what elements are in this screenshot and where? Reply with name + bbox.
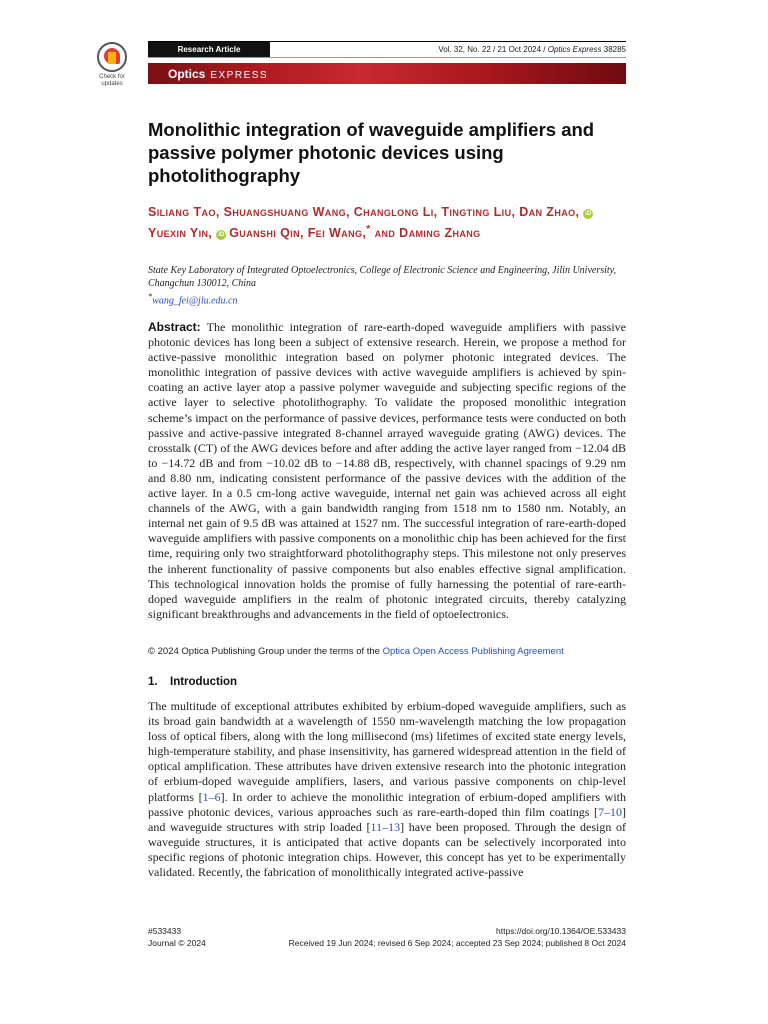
article-title: Monolithic integration of waveguide amplifiers and passive polymer photonic devices using photolithography <box>148 119 595 186</box>
intro-text-1: The multitude of exceptional attributes exhibited by erbium-doped waveguide amplifiers, such as its broad gain bandwidth at a wavelength of 1550 nm-wavelength matching the low propagation loss of optical fibers, along with the long millisecond (ms) lifetimes of excited state energy levels, high-temperature stability, and phase insensitivity, has garnered widespread attention in the field of optical amplification. These attributes have driven extensive research into the photonic integration of erbium-doped waveguide amplifiers, lasers, and various passive components on chip-level platforms [ <box>148 699 626 804</box>
citation-link[interactable]: 7–10 <box>598 804 622 819</box>
citation-link[interactable]: 11–13 <box>370 819 401 834</box>
footer-dates: Received 19 Jun 2024; revised 6 Sep 2024; accepted 23 Sep 2024; published 8 Oct 2024 <box>288 938 626 948</box>
optics-express-logo <box>168 63 268 86</box>
email-star: * <box>148 292 153 301</box>
author-list <box>148 203 626 242</box>
orcid-icon[interactable]: iD <box>585 211 592 217</box>
journal-banner <box>148 63 626 84</box>
crossmark-icon <box>97 42 127 72</box>
authors-part2: Yuexin Yin, <box>148 226 213 241</box>
footer-doi[interactable]: https://doi.org/10.1364/OE.533433 <box>496 926 626 936</box>
intro-paragraph <box>148 699 626 880</box>
page-number: 38285 <box>603 45 626 54</box>
citation-prefix: Vol. 32, No. 22 / 21 Oct 2024 / <box>438 45 548 54</box>
check-for-updates-badge[interactable] <box>91 42 133 88</box>
intro-text-3: ] and waveguide structures with strip loaded [ <box>148 804 626 834</box>
intro-text-2: ]. In order to achieve the monolithic integration of erbium-doped amplifiers with passive photonic devices, various approaches such as rare-earth-doped thin film coatings [ <box>148 789 626 819</box>
intro-text-4: ] have been proposed. Through the design of waveguide structures, it is anticipated that active dopants can be selectively incorporated into specific regions of photonic integration chips. However, this concept has yet to be experimentally validated. Recently, the fabrication of monolithically integrated active-passive <box>148 819 627 880</box>
citation-link[interactable]: 1–6 <box>202 789 221 804</box>
journal-header <box>148 41 626 58</box>
article-type: Research Article <box>148 42 270 57</box>
orcid-icon[interactable]: iD <box>218 232 225 239</box>
abstract-text: The monolithic integration of rare-earth-doped waveguide amplifiers with passive photonic devices has long been a subject of extensive research. Herein, we propose a method for active-passive monolithic integration based on polymer photonic integrated devices. The monolithic integration of passive devices with active waveguide amplifiers is achieved by spin-coating an active layer atop a passive polymer waveguide and subjecting specific regions of the active layer to selective photolithography. To validate the proposed monolithic integration scheme’s impact on the performance of passive devices, performance tests were conducted on both passive and active-passive integrated 8-channel arrayed waveguide grating (AWG) devices. The crosstalk (CT) of the AWG devices before and after adding the active layer ranged from −12.04 dB to −14.72 dB and from −10.02 dB to −14.88 dB, respectively, with channel spacings of 9.29 nm and 8.80 nm, indicating consistent performance of the passive devices with the addition of the active layer. In a 0.5 cm-long active waveguide, internal net gain was achieved across all eight channels of the AWG, with a gain bandwidth ranging from 1518 nm to 1580 nm. Notably, an internal net gain of 9.5 dB was attained at 1527 nm. The successful integration of rare-earth-doped waveguide amplifiers with passive components on a monolithic chip has been achieved for the first time, requiring only two straightforward photolithography steps. This milestone not only preserves the inherent functionality of passive components but also enables effective signal amplification. This technological innovation holds the promise of fully harnessing the potential of rare-earth-doped waveguide amplifiers in the realm of photonic integrated circuits, thereby catalyzing significant breakthroughs and advancements in the field of optoelectronics. <box>148 320 626 621</box>
affiliation: State Key Laboratory of Integrated Optoelectronics, College of Electronic Science and Engineering, Jilin University, Changchun 130012, China <box>148 265 617 289</box>
authors-part3: Guanshi Qin, Fei Wang, <box>229 226 367 241</box>
corresponding-star: * <box>366 224 371 235</box>
abstract-label: Abstract: <box>148 320 201 334</box>
footer-id: #533433 <box>148 926 182 936</box>
authors-part1: Siliang Tao, Shuangshuang Wang, Changlong Li, Tingting Liu, Dan Zhao, <box>148 205 580 219</box>
logo-optics: Optics <box>168 67 206 81</box>
badge-line2: updates <box>101 80 123 87</box>
copyright-line <box>148 645 626 658</box>
email-address[interactable]: wang_fei@jlu.edu.cn <box>152 295 238 307</box>
authors-part4: and Daming Zhang <box>374 226 481 241</box>
section-title: Introduction <box>170 676 238 688</box>
footer-journal: Journal © 2024 <box>148 938 206 948</box>
citation-line <box>438 42 626 57</box>
abstract <box>148 320 626 622</box>
open-access-link[interactable]: Optica Open Access Publishing Agreement <box>382 646 564 657</box>
copyright-text: © 2024 Optica Publishing Group under the terms of the <box>148 646 383 657</box>
logo-express: EXPRESS <box>210 70 269 81</box>
section-heading <box>148 675 237 689</box>
journal-name: Optics Express <box>547 45 602 54</box>
section-number: 1. <box>148 676 158 688</box>
badge-line1: Check for <box>99 74 125 80</box>
corresponding-email[interactable] <box>148 290 237 307</box>
